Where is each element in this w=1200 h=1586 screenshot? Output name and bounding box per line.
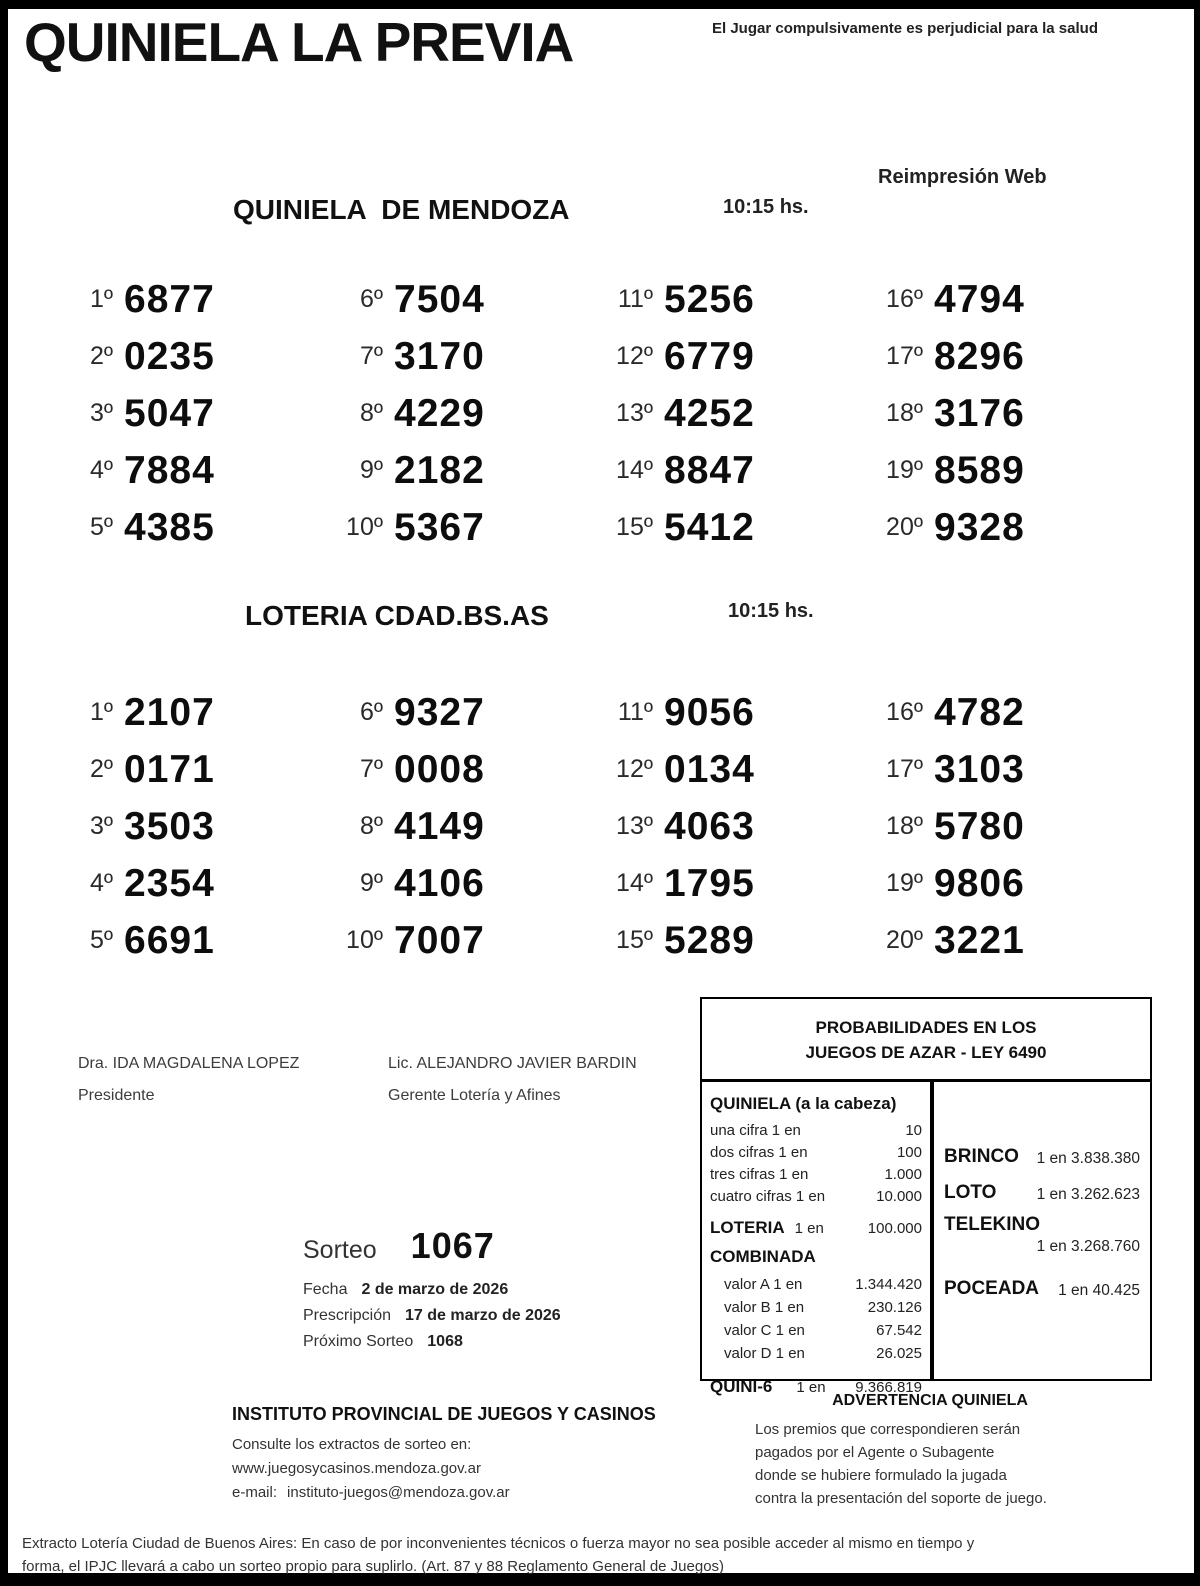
official-role-manager: Gerente Lotería y Afines: [388, 1087, 561, 1104]
result-position: 13º: [616, 812, 653, 840]
result-number: 5047: [124, 391, 215, 435]
result-cell: [55, 328, 325, 385]
result-cell: [325, 855, 595, 912]
result-position: 13º: [616, 399, 653, 427]
prob-game-value: 1 en 3.838.380: [1036, 1150, 1140, 1167]
result-cell: [55, 499, 325, 556]
result-number: 8847: [664, 448, 755, 492]
prob-row-label: valor A 1 en: [724, 1276, 803, 1293]
sorteo-label: Sorteo: [303, 1236, 377, 1264]
prob-game-label: POCEADA: [944, 1278, 1040, 1299]
advertencia-line: contra la presentación del soporte de juego.: [755, 1490, 1047, 1507]
result-cell: [55, 855, 325, 912]
footer-note-line2: forma, el IPJC llevará a cabo un sorteo propio para suplirlo. (Art. 87 y 88 Reglamento General de Juegos): [22, 1558, 725, 1575]
result-cell: [595, 385, 865, 442]
result-position: 5º: [89, 513, 113, 541]
result-cell: [865, 328, 1145, 385]
result-number: 4252: [664, 391, 755, 435]
result-number: 8296: [934, 334, 1025, 378]
prob-row: [710, 1186, 922, 1208]
result-number: 7007: [394, 918, 485, 962]
advertencia-title: ADVERTENCIA QUINIELA: [832, 1392, 1028, 1409]
result-number: 4106: [394, 861, 485, 905]
result-number: 3221: [934, 918, 1025, 962]
result-cell: [865, 684, 1145, 741]
prob-row: [710, 1142, 922, 1164]
prob-row-label: valor D 1 en: [724, 1345, 805, 1362]
probabilities-title-line2: JUEGOS DE AZAR - LEY 6490: [805, 1043, 1047, 1062]
result-number: 3503: [124, 804, 215, 848]
result-position: 16º: [886, 698, 923, 726]
result-position: 9º: [359, 456, 383, 484]
fecha-value: 2 de marzo de 2026: [361, 1281, 509, 1298]
result-position: 10º: [346, 513, 383, 541]
prob-row: [710, 1164, 922, 1186]
result-cell: [325, 741, 595, 798]
result-position: 3º: [89, 399, 113, 427]
result-cell: [595, 741, 865, 798]
result-number: 9327: [394, 690, 485, 734]
prob-game-row-telekino: [944, 1214, 1140, 1256]
fecha-row: [303, 1277, 561, 1303]
probabilities-box: [700, 997, 1152, 1396]
draw-time-caba: 10:15 hs.: [728, 600, 814, 622]
prob-quini6-mid: 1 en: [796, 1379, 826, 1396]
result-position: 10º: [346, 926, 383, 954]
official-name-manager: Lic. ALEJANDRO JAVIER BARDIN: [388, 1055, 637, 1072]
advertencia-line: donde se hubiere formulado la jugada: [755, 1467, 1007, 1484]
prob-row-label: valor C 1 en: [724, 1322, 805, 1339]
footer-note: [22, 1532, 1177, 1578]
result-number: 6779: [664, 334, 755, 378]
prob-loteria-value: 100.000: [867, 1220, 922, 1237]
prob-row-value: 10: [905, 1122, 922, 1139]
result-cell: [325, 798, 595, 855]
proximo-sorteo-label: Próximo Sorteo: [303, 1333, 414, 1350]
result-position: 3º: [89, 812, 113, 840]
result-position: 14º: [616, 456, 653, 484]
result-cell: [595, 912, 865, 969]
result-position: 19º: [886, 456, 923, 484]
result-cell: [865, 271, 1145, 328]
result-position: 6º: [359, 285, 383, 313]
result-number: 0235: [124, 334, 215, 378]
result-cell: [55, 798, 325, 855]
result-position: 19º: [886, 869, 923, 897]
draw-title-caba: LOTERIA CDAD.BS.AS: [245, 600, 549, 631]
result-cell: [325, 328, 595, 385]
result-position: 17º: [886, 755, 923, 783]
prob-game-value: 1 en 3.268.760: [1036, 1238, 1140, 1255]
prob-row: [724, 1296, 922, 1319]
sorteo-number: 1067: [410, 1225, 495, 1266]
result-number: 8589: [934, 448, 1025, 492]
result-number: 4063: [664, 804, 755, 848]
result-position: 15º: [616, 513, 653, 541]
result-position: 9º: [359, 869, 383, 897]
result-number: 2107: [124, 690, 215, 734]
result-number: 1795: [664, 861, 755, 905]
prob-game-value: 1 en 3.262.623: [1036, 1186, 1140, 1203]
result-cell: [595, 328, 865, 385]
institute-block: [232, 1404, 656, 1505]
result-number: 4229: [394, 391, 485, 435]
prob-row-value: 10.000: [876, 1188, 922, 1205]
result-cell: [595, 499, 865, 556]
result-number: 9056: [664, 690, 755, 734]
result-number: 4794: [934, 277, 1025, 321]
result-cell: [865, 855, 1145, 912]
result-cell: [325, 912, 595, 969]
result-number: 0008: [394, 747, 485, 791]
official-name-president: Dra. IDA MAGDALENA LOPEZ: [78, 1055, 300, 1072]
prob-row-value: 26.025: [876, 1345, 922, 1362]
result-number: 4782: [934, 690, 1025, 734]
result-position: 8º: [359, 399, 383, 427]
prob-quini6-value: 9.366.819: [855, 1379, 922, 1396]
result-number: 7504: [394, 277, 485, 321]
prob-row: [724, 1273, 922, 1296]
result-cell: [865, 499, 1145, 556]
draw-time-mendoza: 10:15 hs.: [723, 196, 809, 218]
prob-game-label: TELEKINO: [944, 1214, 1041, 1235]
prescripcion-label: Prescripción: [303, 1307, 392, 1324]
result-position: 11º: [617, 698, 653, 726]
result-number: 4149: [394, 804, 485, 848]
prob-loteria-label: LOTERIA: [710, 1218, 785, 1237]
institute-email: instituto-juegos@mendoza.gov.ar: [287, 1484, 510, 1501]
result-position: 12º: [616, 342, 653, 370]
result-position: 14º: [616, 869, 653, 897]
probabilities-right-column: [944, 1094, 1140, 1300]
prob-row-label: tres cifras 1 en: [710, 1166, 809, 1183]
prob-row-value: 67.542: [876, 1322, 922, 1339]
result-number: 4385: [124, 505, 215, 549]
probabilities-title: [702, 999, 1150, 1082]
sorteo-row: [303, 1225, 561, 1267]
page-title: QUINIELA LA PREVIA: [24, 11, 574, 73]
result-position: 7º: [359, 755, 383, 783]
prob-row: [710, 1120, 922, 1142]
prob-combinada-heading: COMBINADA: [710, 1247, 816, 1266]
prob-combinada-rows: [710, 1273, 922, 1365]
result-position: 1º: [89, 698, 113, 726]
footer-note-line1: Extracto Lotería Ciudad de Buenos Aires: En caso de por inconvenientes técnicos o fuerza mayor no sea posible acceder al mismo en tiempo y: [22, 1535, 975, 1552]
result-cell: [55, 385, 325, 442]
result-cell: [595, 798, 865, 855]
result-cell: [55, 442, 325, 499]
result-position: 1º: [89, 285, 113, 313]
institute-name: INSTITUTO PROVINCIAL DE JUEGOS Y CASINOS: [232, 1404, 656, 1424]
result-position: 2º: [89, 755, 113, 783]
result-position: 7º: [359, 342, 383, 370]
result-number: 7884: [124, 448, 215, 492]
draw-info-block: [303, 1225, 561, 1355]
result-cell: [55, 912, 325, 969]
result-position: 15º: [616, 926, 653, 954]
result-number: 0134: [664, 747, 755, 791]
result-cell: [55, 271, 325, 328]
prob-game-label: LOTO: [944, 1182, 997, 1203]
result-position: 17º: [886, 342, 923, 370]
result-cell: [865, 912, 1145, 969]
result-number: 3170: [394, 334, 485, 378]
institute-email-line: [232, 1481, 656, 1505]
result-number: 2354: [124, 861, 215, 905]
result-cell: [595, 442, 865, 499]
result-cell: [55, 684, 325, 741]
result-cell: [55, 741, 325, 798]
results-grid-mendoza: [55, 271, 1145, 556]
result-position: 18º: [886, 399, 923, 427]
result-position: 2º: [89, 342, 113, 370]
results-grid-caba: [55, 684, 1145, 969]
prob-row-value: 1.000: [884, 1166, 922, 1183]
result-position: 5º: [89, 926, 113, 954]
result-number: 5780: [934, 804, 1025, 848]
prob-game-row-brinco: [944, 1146, 1140, 1168]
result-cell: [325, 442, 595, 499]
probabilities-column-divider: [930, 1082, 934, 1379]
result-number: 5256: [664, 277, 755, 321]
result-number: 3176: [934, 391, 1025, 435]
result-number: 3103: [934, 747, 1025, 791]
result-number: 2182: [394, 448, 485, 492]
result-number: 5289: [664, 918, 755, 962]
result-cell: [595, 271, 865, 328]
prob-game-value: 1 en 40.425: [1058, 1282, 1140, 1299]
prob-row-value: 1.344.420: [855, 1276, 922, 1293]
reprint-label: Reimpresión Web: [878, 166, 1047, 188]
prob-row-label: una cifra 1 en: [710, 1122, 801, 1139]
prob-row: [724, 1342, 922, 1365]
institute-email-label: e-mail:: [232, 1484, 278, 1501]
result-cell: [865, 385, 1145, 442]
result-position: 20º: [886, 513, 923, 541]
prob-game-row-poceada: [944, 1278, 1140, 1300]
result-number: 9806: [934, 861, 1025, 905]
result-position: 4º: [89, 869, 113, 897]
prob-row-value: 230.126: [867, 1299, 922, 1316]
proximo-sorteo-value: 1068: [427, 1333, 463, 1350]
advertencia-block: [720, 1392, 1140, 1510]
result-cell: [595, 855, 865, 912]
result-position: 12º: [616, 755, 653, 783]
result-position: 18º: [886, 812, 923, 840]
result-position: 20º: [886, 926, 923, 954]
prob-game-row-loto: [944, 1182, 1140, 1204]
prescripcion-row: [303, 1303, 561, 1329]
health-warning: El Jugar compulsivamente es perjudicial para la salud: [712, 20, 1098, 37]
prob-row-value: 100: [896, 1144, 922, 1161]
prob-loteria-row: [710, 1217, 922, 1240]
result-position: 4º: [89, 456, 113, 484]
probabilities-left-column: [710, 1094, 922, 1399]
result-cell: [865, 798, 1145, 855]
result-cell: [325, 499, 595, 556]
institute-website: www.juegosycasinos.mendoza.gov.ar: [232, 1460, 482, 1477]
prob-row: [724, 1319, 922, 1342]
fecha-label: Fecha: [303, 1281, 348, 1298]
result-number: 5412: [664, 505, 755, 549]
prob-row-label: valor B 1 en: [724, 1299, 805, 1316]
result-position: 8º: [359, 812, 383, 840]
result-position: 11º: [617, 285, 653, 313]
result-number: 5367: [394, 505, 485, 549]
advertencia-text: [720, 1418, 1140, 1510]
result-number: 6877: [124, 277, 215, 321]
institute-consult-line: Consulte los extractos de sorteo en:: [232, 1436, 472, 1453]
result-position: 6º: [359, 698, 383, 726]
advertencia-line: Los premios que correspondieren serán: [755, 1421, 1021, 1438]
probabilities-title-line1: PROBABILIDADES EN LOS: [815, 1018, 1037, 1037]
result-cell: [325, 385, 595, 442]
advertencia-line: pagados por el Agente o Subagente: [755, 1444, 995, 1461]
result-number: 6691: [124, 918, 215, 962]
prob-quini6-label: QUINI-6: [710, 1377, 773, 1396]
result-cell: [325, 271, 595, 328]
result-cell: [865, 741, 1145, 798]
result-number: 9328: [934, 505, 1025, 549]
prob-loteria-mid: 1 en: [794, 1220, 824, 1237]
result-cell: [325, 684, 595, 741]
result-cell: [595, 684, 865, 741]
draw-title-mendoza: QUINIELA DE MENDOZA: [233, 194, 570, 225]
prob-game-label: BRINCO: [944, 1146, 1019, 1167]
prescripcion-value: 17 de marzo de 2026: [405, 1307, 561, 1324]
proximo-sorteo-row: [303, 1329, 561, 1355]
prob-quiniela-heading: QUINIELA (a la cabeza): [710, 1094, 897, 1113]
prob-row-label: dos cifras 1 en: [710, 1144, 808, 1161]
result-cell: [865, 442, 1145, 499]
result-position: 16º: [886, 285, 923, 313]
result-number: 0171: [124, 747, 215, 791]
prob-row-label: cuatro cifras 1 en: [710, 1188, 826, 1205]
official-role-president: Presidente: [78, 1087, 155, 1104]
